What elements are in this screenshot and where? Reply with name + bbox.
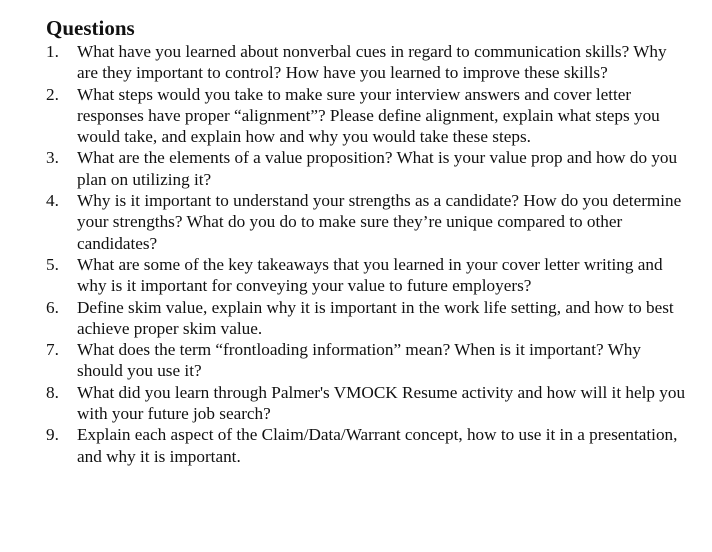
question-item-8 [46,382,686,425]
question-number: 7. [46,340,59,360]
question-number: 4. [46,191,59,211]
question-text: What have you learned about nonverbal cues in regard to communication skills? Why are they important to control? How have you learned to improve these skills? [77,42,667,83]
question-number: 6. [46,297,59,317]
question-text: Why is it important to understand your strengths as a candidate? How do you determine your strengths? What do you do to make sure they’re unique compared to other candidates? [77,191,682,253]
question-item-4 [46,190,686,254]
question-number: 8. [46,382,59,402]
question-number: 3. [46,148,59,168]
question-text: What are the elements of a value proposition? What is your value prop and how do you plan on utilizing it? [77,148,678,189]
question-text: What does the term “frontloading information” mean? When is it important? Why should you use it? [77,340,641,381]
question-text: What steps would you take to make sure your interview answers and cover letter responses have proper “alignment”? Please define alignment, explain what steps you would take, and explain how and why you would take these steps. [77,84,660,147]
question-item-2 [46,84,686,148]
questions-list [46,41,686,467]
questions-heading: Questions [46,16,135,40]
question-number: 9. [46,425,59,445]
question-text: Explain each aspect of the Claim/Data/Warrant concept, how to use it in a presentation, and why it is important. [77,425,678,466]
document-body [46,16,686,467]
question-item-7 [46,339,686,382]
question-item-6 [46,297,686,340]
question-text: What did you learn through Palmer's VMOCK Resume activity and how will it help you with your future job search? [77,382,686,424]
question-item-1 [46,41,686,84]
question-number: 2. [46,84,59,104]
question-text: What are some of the key takeaways that you learned in your cover letter writing and why is it important for conveying your value to future employers? [77,254,663,296]
question-item-5 [46,254,686,297]
question-number: 5. [46,254,59,274]
question-number: 1. [46,42,59,61]
question-item-9 [46,424,686,467]
question-text: Define skim value, explain why it is important in the work life setting, and how to best achieve proper skim value. [77,297,674,338]
question-item-3 [46,147,686,190]
